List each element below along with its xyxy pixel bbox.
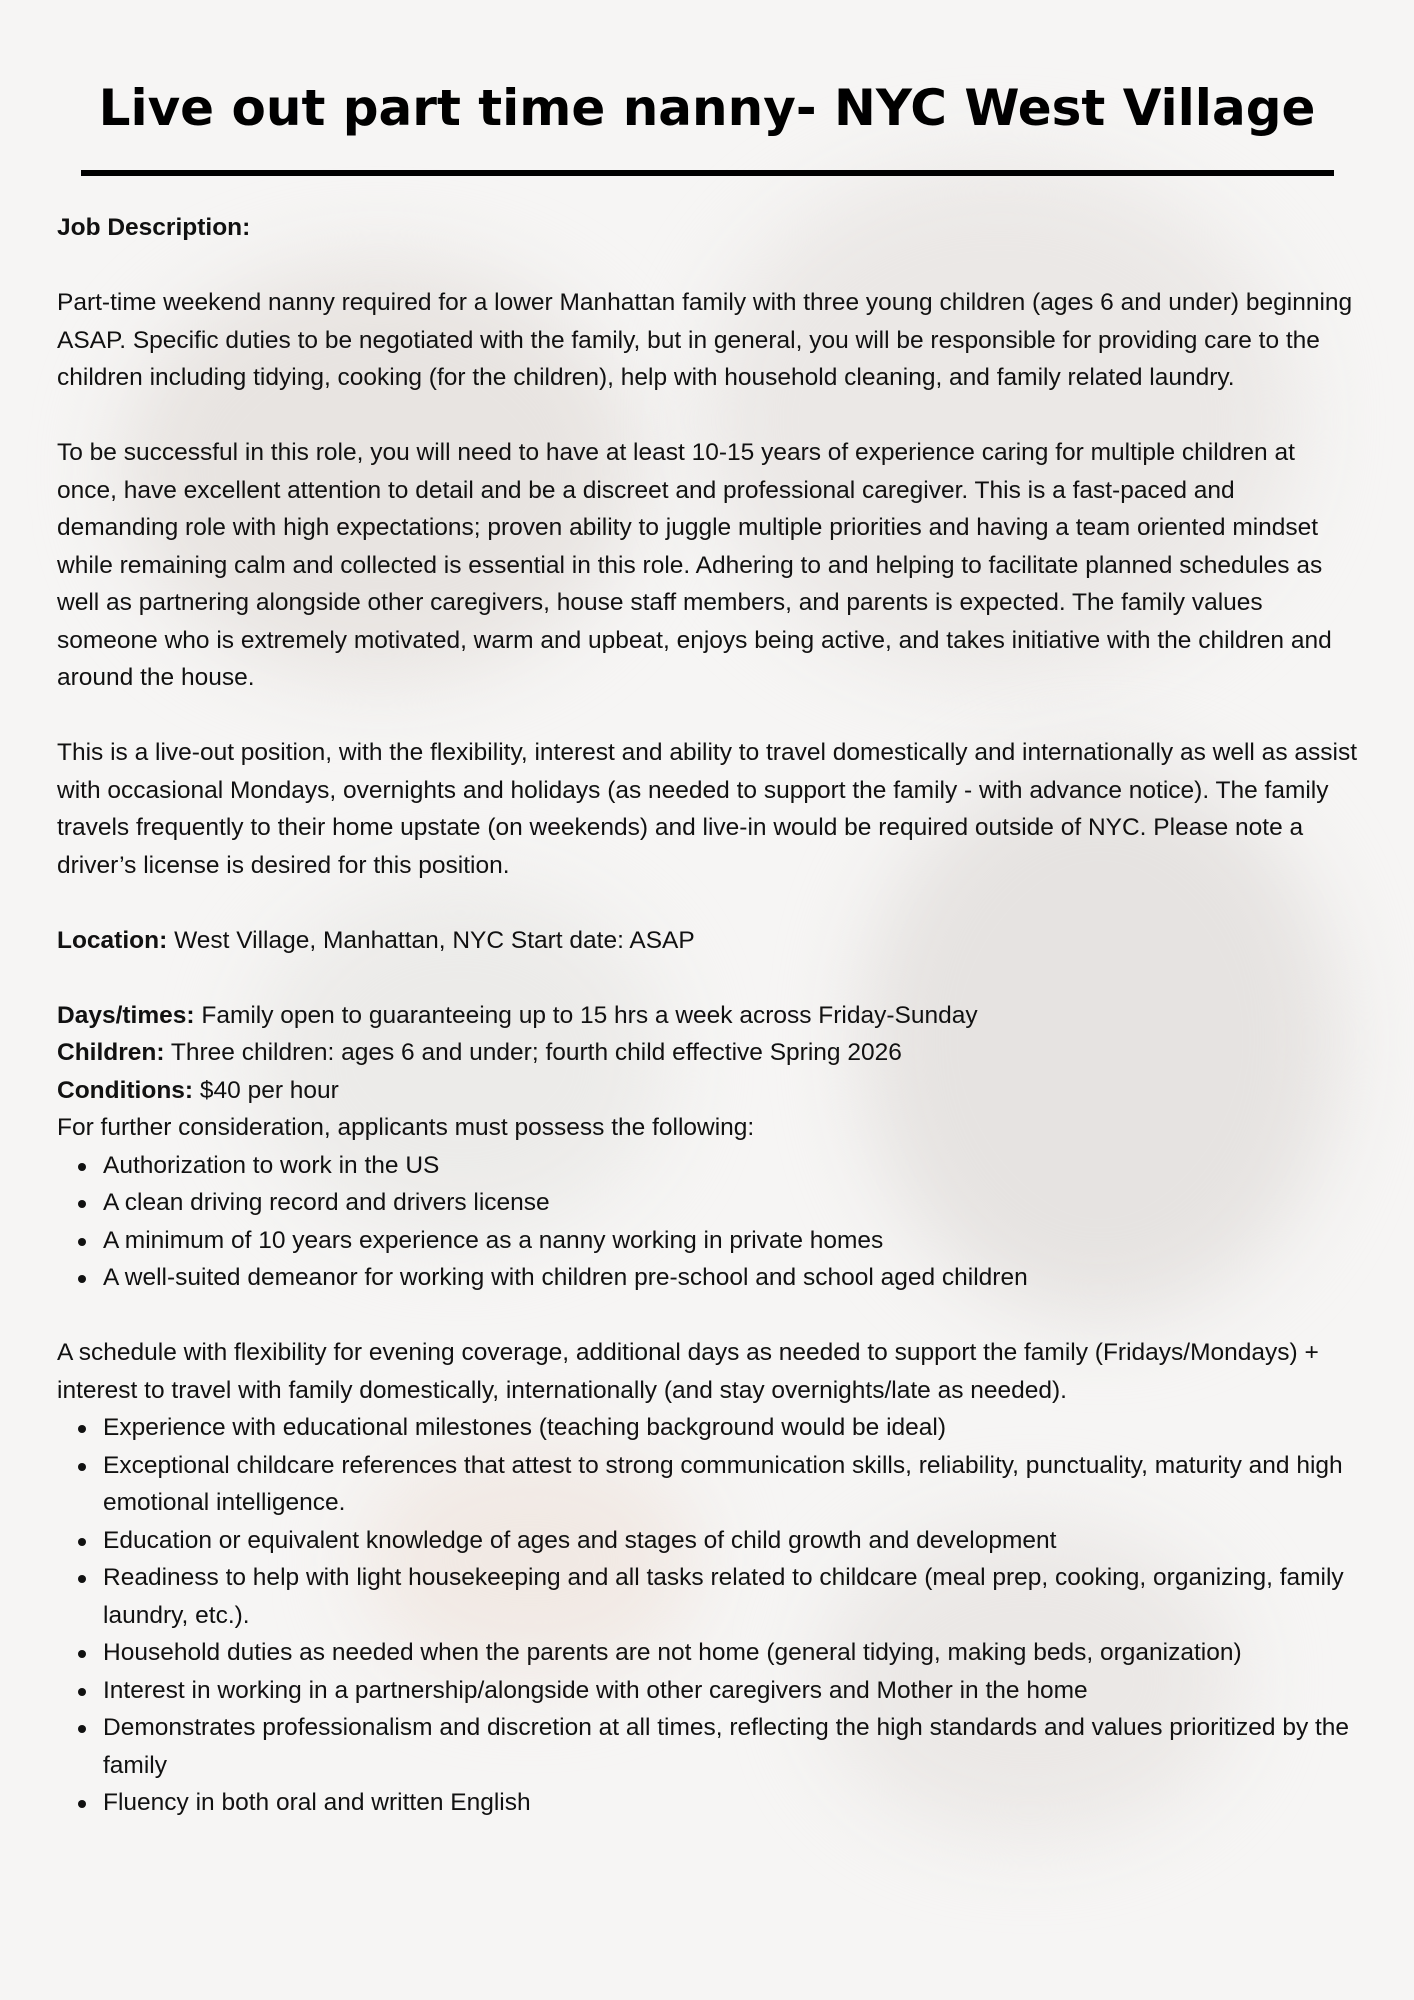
description-paragraph: To be successful in this role, you will need to have at least 10-15 years of experience caring for multiple children at once, have excellent attention to detail and be a discreet and professional caregiver. This is a fast-paced and demanding role with high expectations; proven ability to juggle multiple priorities and having a team oriented mindset while remaining calm and collected is essential in this role. Adhering to and helping to facilitate planned schedules as well as partnering alongside other caregivers, house staff members, and parents is expected. The family values someone who is extremely motivated, warm and upbeat, enjoys being active, and takes initiative with the children and around the house. <box>57 439 1332 691</box>
location-label: Location: <box>57 926 168 954</box>
page-title: Live out part time nanny- NYC West Village <box>98 79 1316 137</box>
list-item: Demonstrates professionalism and discretion at all times, reflecting the high standards and values prioritized by the family <box>57 1709 1357 1784</box>
list-item: Education or equivalent knowledge of ages and stages of child growth and development <box>57 1522 1357 1560</box>
requirements-list <box>57 1147 1357 1297</box>
children-value: Three children: ages 6 and under; fourth child effective Spring 2026 <box>170 1039 902 1066</box>
list-item: A clean driving record and drivers license <box>57 1184 1357 1222</box>
qualifications-list <box>57 1409 1357 1822</box>
location-line <box>57 922 1357 960</box>
days-value: Family open to guaranteeing up to 15 hrs a week across Friday-Sunday <box>201 1001 978 1029</box>
description-paragraph: This is a live-out position, with the flexibility, interest and ability to travel domestically and internationally as well as assist with occasional Mondays, overnights and holidays (as needed to support the family - with advance notice). The family travels frequently to their home upstate (on weekends) and live-in would be required outside of NYC. Please note a driver’s license is desired for this position. <box>57 739 1357 879</box>
list-item: Readiness to help with light housekeeping and all tasks related to childcare (meal prep, cooking, organizing, family laundry, etc.). <box>57 1559 1357 1634</box>
days-line <box>57 997 1357 1035</box>
children-line <box>57 1034 1357 1072</box>
days-label: Days/times: <box>57 1001 195 1029</box>
location-value: West Village, Manhattan, NYC Start date: ASAP <box>174 926 695 954</box>
requirements-intro: For further consideration, applicants must possess the following: <box>57 1114 755 1141</box>
list-item: A well-suited demeanor for working with children pre-school and school aged children <box>57 1259 1357 1297</box>
job-description-heading: Job Description: <box>57 214 251 241</box>
children-label: Children: <box>57 1039 165 1066</box>
conditions-line <box>57 1072 1357 1110</box>
conditions-label: Conditions: <box>57 1076 194 1104</box>
title-divider <box>81 170 1334 176</box>
conditions-value: $40 per hour <box>199 1076 339 1104</box>
description-paragraph: Part-time weekend nanny required for a lower Manhattan family with three young children (ages 6 and under) beginning ASAP. Specific duties to be negotiated with the family, but in general, you will be responsible for providing care to the children including tidying, cooking (for the children), help with household cleaning, and family related laundry. <box>57 289 1353 391</box>
job-content <box>57 209 1357 1822</box>
list-item: Authorization to work in the US <box>57 1147 1357 1185</box>
list-item: Interest in working in a partnership/alongside with other caregivers and Mother in the home <box>57 1672 1357 1710</box>
list-item: Exceptional childcare references that attest to strong communication skills, reliability, punctuality, maturity and high emotional intelligence. <box>57 1447 1357 1522</box>
list-item: Experience with educational milestones (teaching background would be ideal) <box>57 1409 1357 1447</box>
list-item: Fluency in both oral and written English <box>57 1784 1357 1822</box>
list-item: A minimum of 10 years experience as a nanny working in private homes <box>57 1222 1357 1260</box>
schedule-paragraph: A schedule with flexibility for evening coverage, additional days as needed to support the family (Fridays/Mondays) + interest to travel with family domestically, internationally (and stay overnights/late as needed). <box>57 1339 1319 1404</box>
list-item: Household duties as needed when the parents are not home (general tidying, making beds, organization) <box>57 1634 1357 1672</box>
